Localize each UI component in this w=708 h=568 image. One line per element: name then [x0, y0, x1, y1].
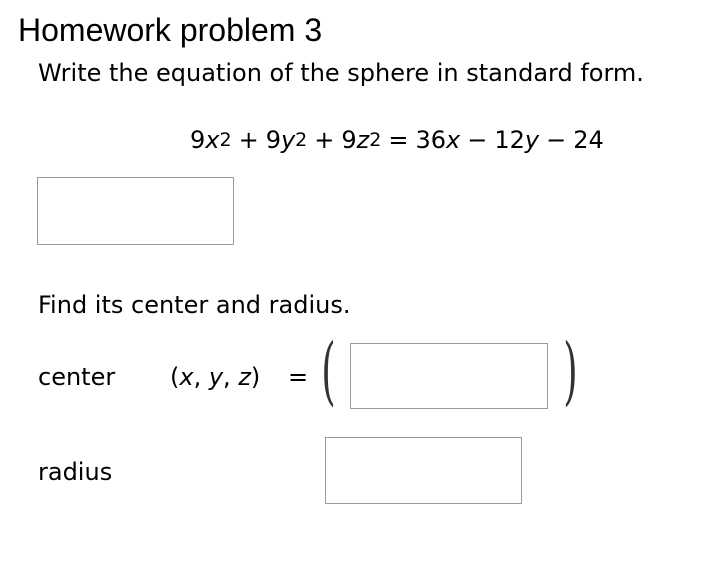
- term-2-coefficient: 9: [265, 126, 281, 154]
- term-3-coefficient: 9: [341, 126, 357, 154]
- rhs-term-1-variable: x: [446, 126, 461, 154]
- y-variable: y: [208, 363, 224, 391]
- instruction-text: Write the equation of the sphere in standard form.: [38, 59, 644, 87]
- find-center-radius-text: Find its center and radius.: [38, 291, 351, 319]
- center-equals-sign: =: [288, 363, 309, 391]
- rhs-constant: 24: [573, 126, 604, 154]
- plus-sign: +: [238, 126, 259, 154]
- term-1-coefficient: 9: [190, 126, 206, 154]
- term-3-variable: z: [356, 126, 370, 154]
- comma: ,: [193, 363, 209, 391]
- rhs-term-2-coefficient: 12: [494, 126, 525, 154]
- standard-form-answer-input[interactable]: [37, 177, 234, 245]
- minus-sign: −: [546, 126, 567, 154]
- z-variable: z: [238, 363, 251, 391]
- radius-answer-input[interactable]: [325, 437, 522, 504]
- center-answer-input[interactable]: [350, 343, 548, 409]
- term-3-exponent: 2: [369, 129, 382, 151]
- rhs-term-1-coefficient: 36: [415, 126, 447, 154]
- sphere-equation: [190, 124, 604, 156]
- comma: ,: [223, 363, 239, 391]
- term-2-exponent: 2: [295, 129, 308, 151]
- term-1-variable: x: [205, 126, 220, 154]
- center-coordinates-label: [170, 361, 260, 393]
- term-1-exponent: 2: [219, 129, 232, 151]
- page-title: Homework problem 3: [18, 12, 323, 48]
- rhs-term-2-variable: y: [524, 126, 540, 154]
- minus-sign: −: [467, 126, 488, 154]
- left-parenthesis: (: [321, 328, 336, 414]
- x-variable: x: [179, 363, 194, 391]
- radius-label: radius: [38, 458, 113, 486]
- plus-sign: +: [314, 126, 335, 154]
- term-2-variable: y: [280, 126, 296, 154]
- equals-sign: =: [388, 126, 409, 154]
- right-parenthesis: ): [563, 328, 578, 414]
- center-label: center: [38, 363, 116, 391]
- close-paren: ): [250, 363, 261, 391]
- open-paren: (: [170, 363, 180, 391]
